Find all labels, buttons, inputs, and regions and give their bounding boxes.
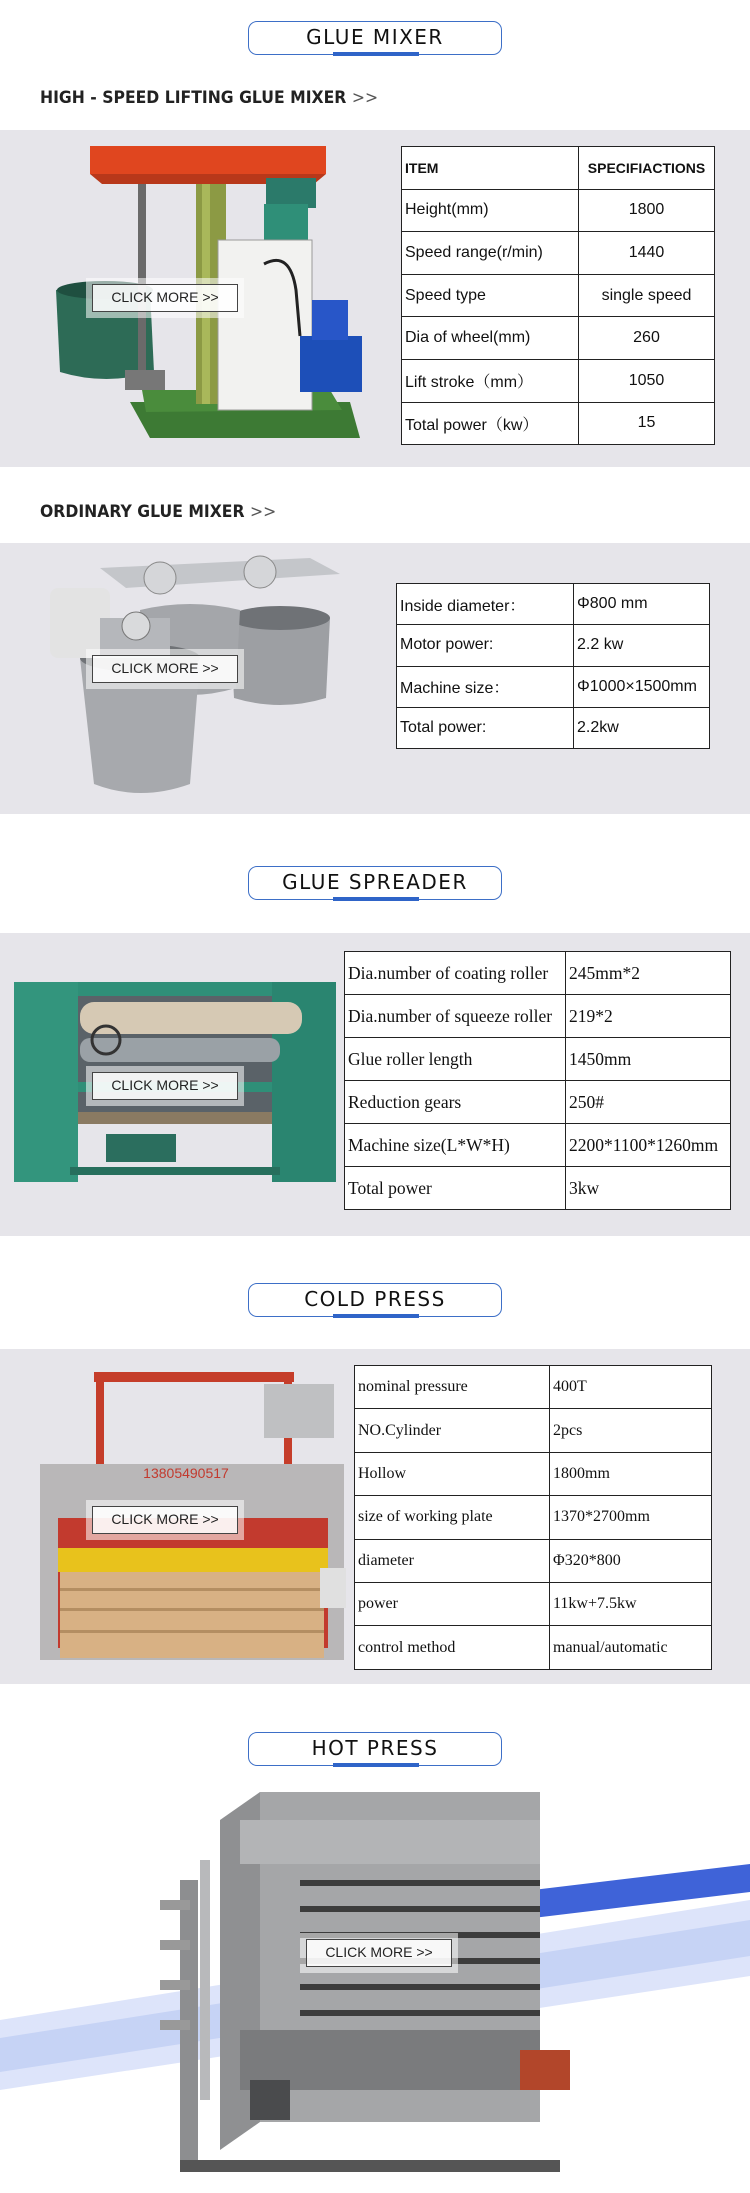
- title-underline: [333, 1763, 419, 1767]
- double-arrow-icon: >>: [351, 88, 379, 108]
- table-row: [402, 232, 715, 275]
- table-cell: 2.2 kw: [574, 625, 710, 666]
- table-row: [402, 189, 715, 232]
- table-cell: 400T: [550, 1366, 712, 1409]
- table-cell: Total power: [345, 1167, 566, 1210]
- click-more-button-spreader[interactable]: CLICK MORE >>: [92, 1072, 238, 1100]
- table-row: [355, 1582, 712, 1625]
- table-cell: 11kw+7.5kw: [550, 1582, 712, 1625]
- table-cell: nominal pressure: [355, 1366, 550, 1409]
- click-more-button-high-speed[interactable]: CLICK MORE >>: [92, 284, 238, 312]
- table-row: [402, 359, 715, 402]
- table-cell: 1370*2700mm: [550, 1496, 712, 1539]
- table-row: [397, 625, 710, 666]
- double-arrow-icon: >>: [250, 502, 277, 522]
- section-title-hot-press: [248, 1732, 502, 1766]
- table-cell: 1800mm: [550, 1452, 712, 1495]
- section-title-glue-spreader: [248, 866, 502, 900]
- table-row: [345, 952, 731, 995]
- table-row: [345, 1038, 731, 1081]
- table-cell: Motor power:: [397, 625, 574, 666]
- table-cell: Dia.number of coating roller: [345, 952, 566, 995]
- table-row: [355, 1626, 712, 1669]
- table-cell: 3kw: [566, 1167, 731, 1210]
- table-cell: 1800: [579, 189, 715, 232]
- spec-table-high-speed: [401, 146, 715, 445]
- table-cell: 15: [579, 402, 715, 445]
- machine-sign-number: 13805490517: [143, 1465, 229, 1481]
- table-row: [397, 666, 710, 707]
- table-row: [397, 707, 710, 748]
- table-cell: single speed: [579, 274, 715, 317]
- table-cell: 2.2kw: [574, 707, 710, 748]
- click-more-button-ordinary[interactable]: CLICK MORE >>: [92, 655, 238, 683]
- section-title-glue-mixer: [248, 21, 502, 55]
- table-cell: Total power:: [397, 707, 574, 748]
- subheading-text: HIGH - SPEED LIFTING GLUE MIXER: [40, 88, 347, 108]
- table-cell: NO.Cylinder: [355, 1409, 550, 1452]
- table-row: [355, 1452, 712, 1495]
- spec-table-spreader: [344, 951, 731, 1210]
- table-cell: diameter: [355, 1539, 550, 1582]
- table-row: [345, 1167, 731, 1210]
- section-title-text: HOT PRESS: [311, 1736, 439, 1760]
- title-underline: [333, 897, 419, 901]
- table-row: [397, 584, 710, 625]
- table-header-row: [402, 147, 715, 190]
- table-cell: 1050: [579, 359, 715, 402]
- table-cell: Machine size：: [397, 666, 574, 707]
- subheading-high-speed: [40, 88, 378, 108]
- table-row: [345, 1124, 731, 1167]
- table-row: [402, 317, 715, 360]
- table-cell: 2pcs: [550, 1409, 712, 1452]
- header-cell: ITEM: [402, 147, 579, 190]
- table-cell: 245mm*2: [566, 952, 731, 995]
- section-title-text: COLD PRESS: [304, 1287, 446, 1311]
- table-row: [345, 995, 731, 1038]
- table-cell: manual/automatic: [550, 1626, 712, 1669]
- hot-press-image: [0, 1780, 750, 2190]
- table-cell: Reduction gears: [345, 1081, 566, 1124]
- table-cell: power: [355, 1582, 550, 1625]
- click-more-button-cold-press[interactable]: CLICK MORE >>: [92, 1506, 238, 1534]
- table-cell: Machine size(L*W*H): [345, 1124, 566, 1167]
- table-cell: Hollow: [355, 1452, 550, 1495]
- click-more-button-hot-press[interactable]: CLICK MORE >>: [306, 1939, 452, 1967]
- table-row: [402, 274, 715, 317]
- title-underline: [333, 52, 419, 56]
- table-row: [355, 1539, 712, 1582]
- subheading-text: ORDINARY GLUE MIXER: [40, 502, 245, 522]
- section-title-text: GLUE MIXER: [306, 25, 444, 49]
- table-cell: Glue roller length: [345, 1038, 566, 1081]
- table-cell: 1450mm: [566, 1038, 731, 1081]
- table-cell: control method: [355, 1626, 550, 1669]
- section-title-text: GLUE SPREADER: [282, 870, 468, 894]
- header-cell: SPECIFIACTIONS: [579, 147, 715, 190]
- table-row: [402, 402, 715, 445]
- table-cell: Speed type: [402, 274, 579, 317]
- table-row: [355, 1496, 712, 1539]
- table-cell: Φ1000×1500mm: [574, 666, 710, 707]
- table-cell: Φ800 mm: [574, 584, 710, 625]
- table-row: [355, 1409, 712, 1452]
- table-cell: 219*2: [566, 995, 731, 1038]
- title-underline: [333, 1314, 419, 1318]
- table-cell: Dia.number of squeeze roller: [345, 995, 566, 1038]
- table-cell: 2200*1100*1260mm: [566, 1124, 731, 1167]
- table-cell: Lift stroke（mm）: [402, 359, 579, 402]
- section-title-cold-press: [248, 1283, 502, 1317]
- table-cell: 250#: [566, 1081, 731, 1124]
- table-cell: 1440: [579, 232, 715, 275]
- table-row: [345, 1081, 731, 1124]
- subheading-ordinary: [40, 502, 276, 522]
- table-cell: size of working plate: [355, 1496, 550, 1539]
- table-cell: Speed range(r/min): [402, 232, 579, 275]
- table-cell: Total power（kw）: [402, 402, 579, 445]
- table-cell: 260: [579, 317, 715, 360]
- spec-table-cold-press: [354, 1365, 712, 1670]
- table-cell: Φ320*800: [550, 1539, 712, 1582]
- table-cell: Dia of wheel(mm): [402, 317, 579, 360]
- table-row: [355, 1366, 712, 1409]
- table-cell: Height(mm): [402, 189, 579, 232]
- spec-table-ordinary: [396, 583, 710, 749]
- table-cell: Inside diameter：: [397, 584, 574, 625]
